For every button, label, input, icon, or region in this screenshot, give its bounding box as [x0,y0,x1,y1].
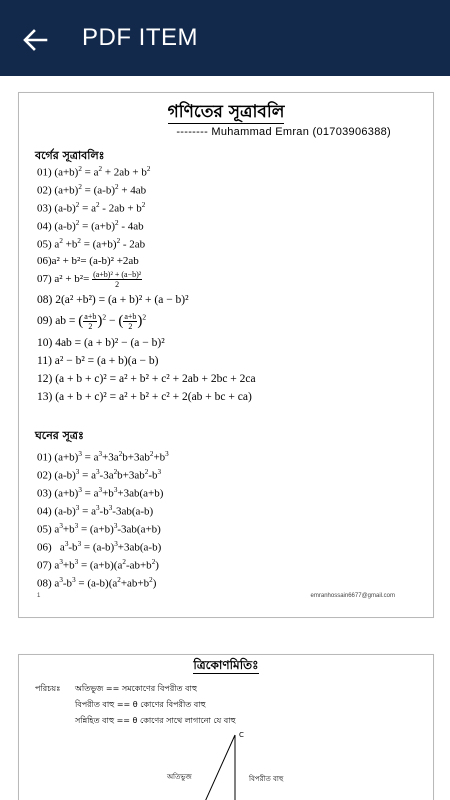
fraction: $\frac{a+b}{2}$ [84,312,97,331]
formula-07: 07) a² + b²= $\frac{\text{(a+b)² + (a−b)²}}{2}$ [37,270,142,289]
cube-formula-02: 02) $(a-b)^3 = a^3-3a^2b+3ab^2-b^3$ [37,468,162,482]
document-title: গণিতের সূত্রাবলি [167,102,285,122]
definition-adjacent: সন্নিহিত বাহু == θ কোণের সাথে লাগানো যে বাহু [75,716,236,725]
formula-06: 06)a² + b²= (a-b)² +2ab [37,255,139,267]
cube-formula-03: 03) $(a+b)^3 = a^3+b^3+3ab(a+b)$ [37,486,164,500]
fraction: $\frac{\text{(a+b)² + (a−b)²}}{2}$ [93,270,142,289]
triangle-hypotenuse [199,735,235,800]
section-heading-square: বর্গের সূত্রাবলিঃ [35,149,105,162]
footer-email: emranhossain6677@gmail.com [310,593,395,599]
definition-hypotenuse: অতিভুজ == সমকোণের বিপরীত বাহু [75,684,197,693]
label-hypotenuse: অতিভুজ [167,773,192,781]
formula-01: 01) $(a+b)^2 = a^2 + 2ab + b^2$ [37,165,151,179]
formula-02: 02) $(a+b)^2 = (a-b)^2 + 4ab$ [37,183,147,197]
formula-03: 03) $(a-b)^2 = a^2 - 2ab + b^2$ [37,201,146,215]
formula-12: 12) (a + b + c)² = a² + b² + c² + 2ab + 2bc + 2ca [37,373,256,385]
cube-formula-01: 01) $(a+b)^3 = a^3+3a^2b+3ab^2+b^3$ [37,450,169,464]
app-bar-title: PDF ITEM [82,24,198,51]
formula-10: 10) 4ab = (a + b)² − (a − b)² [37,337,165,349]
formula-04: 04) $(a-b)^2 = (a+b)^2 - 4ab$ [37,219,144,233]
back-button[interactable] [20,26,50,54]
label-opposite-side: বিপরীত বাহু [249,775,284,783]
triangle-diagram [19,655,433,800]
vertex-label-c: C [239,731,244,739]
cube-formula-05: 05) $a^3+b^3 = (a+b)^3-3ab(a+b)$ [37,522,161,536]
formula-13: 13) (a + b + c)² = a² + b² + c² + 2(ab + bc + ca) [37,391,252,403]
author-line: -------- Muhammad Emran (01703906388) [176,126,391,138]
pdf-page-2 [18,654,434,800]
cube-formula-08: 08) $a^3-b^3 = (a-b)(a^2+ab+b^2)$ [37,576,157,590]
arrow-left-icon [20,26,50,54]
formula-08: 08) 2(a² +b²) = (a + b)² + (a − b)² [37,294,189,306]
fraction: $\frac{a+b}{2}$ [124,312,137,331]
definition-opposite: বিপরীত বাহু == θ কোণের বিপরীত বাহু [75,700,206,709]
cube-formula-07: 07) $a^3+b^3 = (a+b)(a^2-ab+b^2)$ [37,558,159,572]
page-number: 1 [37,593,41,599]
formula-05: 05) $a^2 +b^2 = (a+b)^2 - 2ab$ [37,237,146,251]
definition-label: পরিচয়ঃ [35,684,61,693]
pdf-page-1 [18,92,434,618]
cube-formula-06: 06) $a^3-b^3 = (a-b)^3+3ab(a-b)$ [37,540,162,554]
formula-09: 09) ab = ( $\frac{a+b}{2}$ )$^2$ − ( $\frac{a+b}{2}$ )$^2$ [37,312,147,331]
cube-formula-04: 04) $(a-b)^3 = a^3-b^3-3ab(a-b)$ [37,504,154,518]
app-bar [0,0,450,76]
page-2-title: ত্রিকোণমিতিঃ [193,658,259,672]
formula-11: 11) a² − b² = (a + b)(a − b) [37,355,159,367]
pdf-viewer[interactable] [0,76,450,800]
section-heading-cube: ঘনের সূত্রঃ [35,429,84,442]
